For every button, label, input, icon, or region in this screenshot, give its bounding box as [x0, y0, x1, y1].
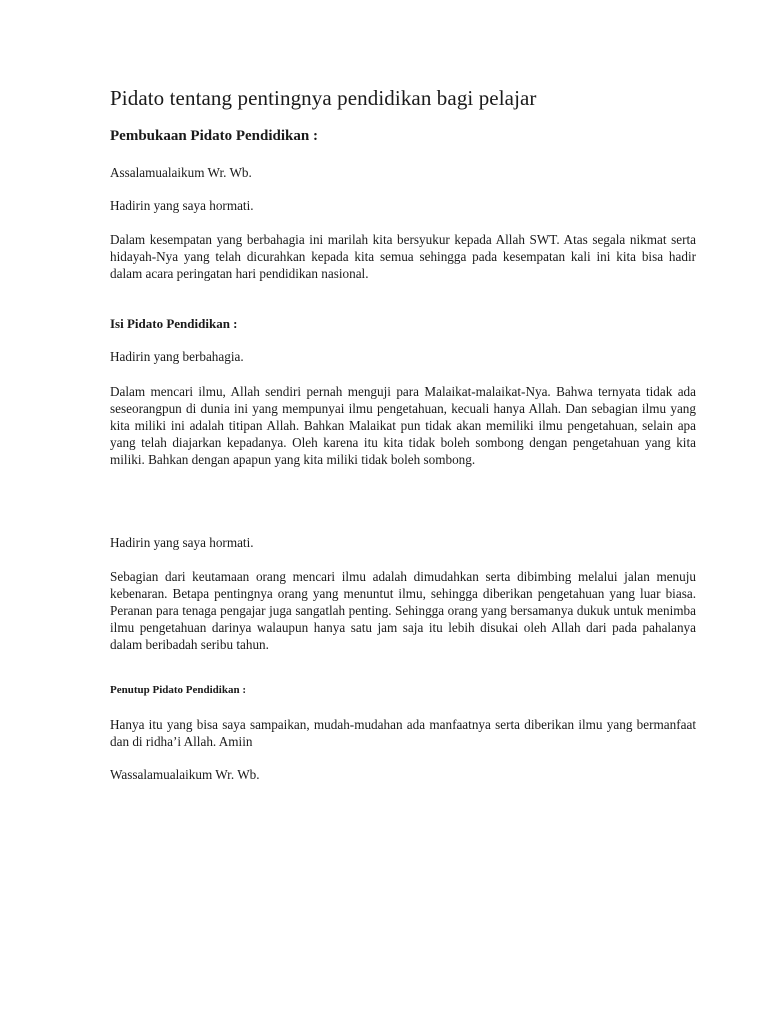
closing-farewell: Wassalamualaikum Wr. Wb. — [110, 767, 260, 782]
content-heading: Isi Pidato Pendidikan : — [110, 316, 238, 331]
closing-heading: Penutup Pidato Pendidikan : — [110, 684, 247, 696]
opening-heading: Pembukaan Pidato Pendidikan : — [110, 128, 318, 144]
opening-greeting: Assalamualaikum Wr. Wb. — [110, 165, 252, 180]
document-title: Pidato tentang pentingnya pendidikan bagi pelajar — [110, 86, 537, 110]
content-address-1: Hadirin yang berbahagia. — [110, 349, 244, 364]
opening-paragraph: Dalam kesempatan yang berbahagia ini marilah kita bersyukur kepada Allah SWT. Atas segala nikmat serta hidayah-Nya yang telah dicurahkan kepada kita semua sehingga pada kesempatan kali ini kita bisa hadir dalam acara peringatan hari pendidikan nasional. — [110, 232, 696, 281]
content-paragraph-2: Sebagian dari keutamaan orang mencari ilmu adalah dimudahkan serta dibimbing melalui jalan menuju kebenaran. Betapa pentingnya orang yang menuntut ilmu, sehingga diberikan pengetahuan yang luar biasa. Peranan para tenaga pengajar juga sangatlah penting. Sehingga orang yang bersamanya dukuk untuk menimba ilmu pengetahuan darinya walaupun hanya satu jam saja itu lebih disukai oleh Allah dari pada pahalanya dalam beribadah seribu tahun. — [110, 569, 696, 652]
closing-paragraph: Hanya itu yang bisa saya sampaikan, mudah-mudahan ada manfaatnya serta diberikan ilmu yang bermanfaat dan di ridha’i Allah. Amiin — [110, 717, 696, 749]
document-page — [110, 84, 696, 782]
content-address-2: Hadirin yang saya hormati. — [110, 535, 254, 550]
content-paragraph-1: Dalam mencari ilmu, Allah sendiri pernah menguji para Malaikat-malaikat-Nya. Bahwa ternyata tidak ada seseorangpun di dunia ini yang mempunyai ilmu pengetahuan, kecuali hanya Allah. Dan sebagian ilmu yang kita miliki ini adalah titipan Allah. Bahkan Malaikat pun tidak akan memiliki ilmu pengetahuan, selain apa yang telah diajarkan kepadanya. Oleh karena itu kita tidak boleh sombong dengan pengetahuan yang kita miliki. Bahkan dengan apapun yang kita miliki tidak boleh sombong. — [110, 384, 696, 467]
opening-address: Hadirin yang saya hormati. — [110, 198, 254, 213]
